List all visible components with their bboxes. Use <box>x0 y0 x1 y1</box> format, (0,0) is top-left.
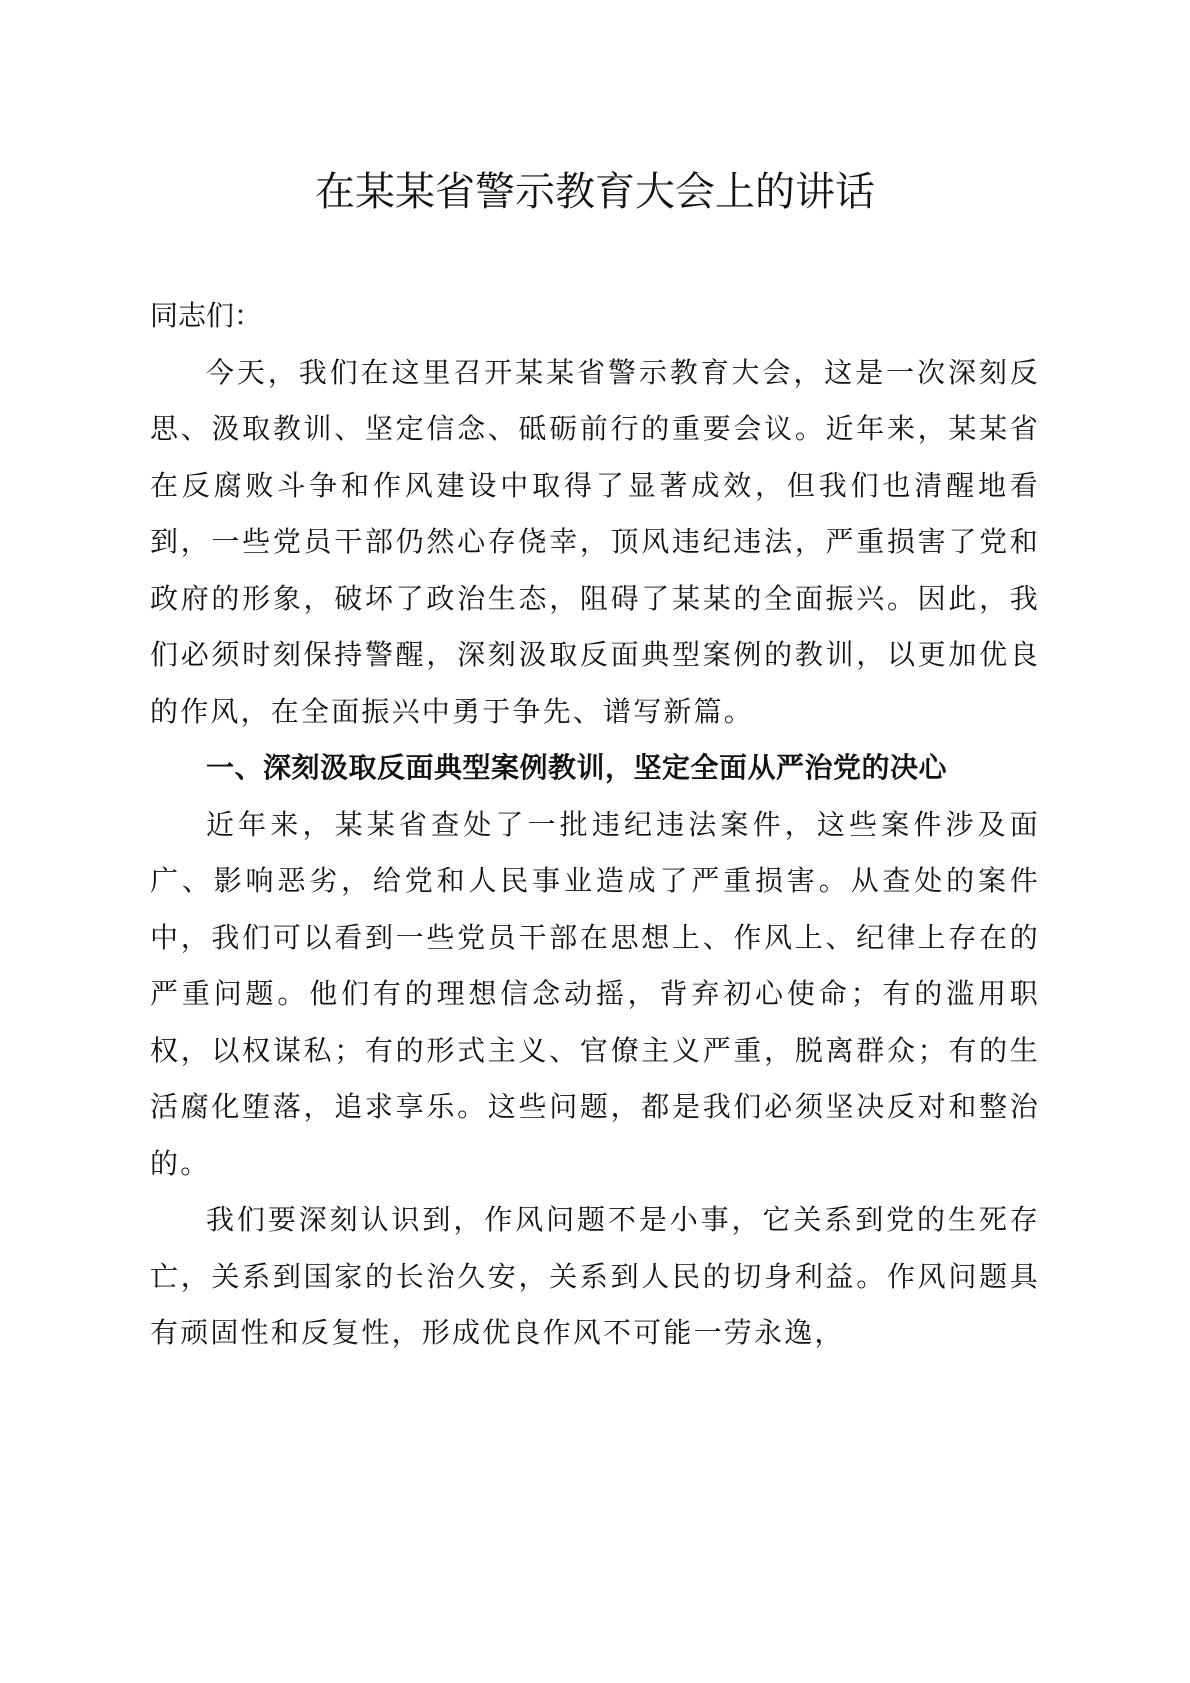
paragraph-intro: 今天，我们在这里召开某某省警示教育大会，这是一次深刻反思、汲取教训、坚定信念、砥砺前行的重要会议。近年来，某某省在反腐败斗争和作风建设中取得了显著成效，但我们也清醒地看到，一些党员干部仍然心存侥幸，顶风违纪违法，严重损害了党和政府的形象，破坏了政治生态，阻碍了某某的全面振兴。因此，我们必须时刻保持警醒，深刻汲取反面典型案例的教训，以更加优良的作风，在全面振兴中勇于争先、谱写新篇。 <box>150 355 1040 728</box>
paragraph-style-issues: 我们要深刻认识到，作风问题不是小事，它关系到党的生死存亡，关系到国家的长治久安，关系到人民的切身利益。作风问题具有顽固性和反复性，形成优良作风不可能一劳永逸， <box>150 1203 1040 1349</box>
section-heading-1: 一、深刻汲取反面典型案例教训，坚定全面从严治党的决心 <box>206 751 948 784</box>
document-body <box>150 288 1040 1362</box>
paragraph-cases: 近年来，某某省查处了一批违纪违法案件，这些案件涉及面广、影响恶劣，给党和人民事业造成了严重损害。从查处的案件中，我们可以看到一些党员干部在思想上、作风上、纪律上存在的严重问题。他们有的理想信念动摇，背弃初心使命；有的滥用职权，以权谋私；有的形式主义、官僚主义严重，脱离群众；有的生活腐化堕落，追求享乐。这些问题，都是我们必须坚决反对和整治的。 <box>150 807 1040 1180</box>
salutation: 同志们： <box>150 299 263 332</box>
document-title: 在某某省警示教育大会上的讲话 <box>315 169 875 215</box>
